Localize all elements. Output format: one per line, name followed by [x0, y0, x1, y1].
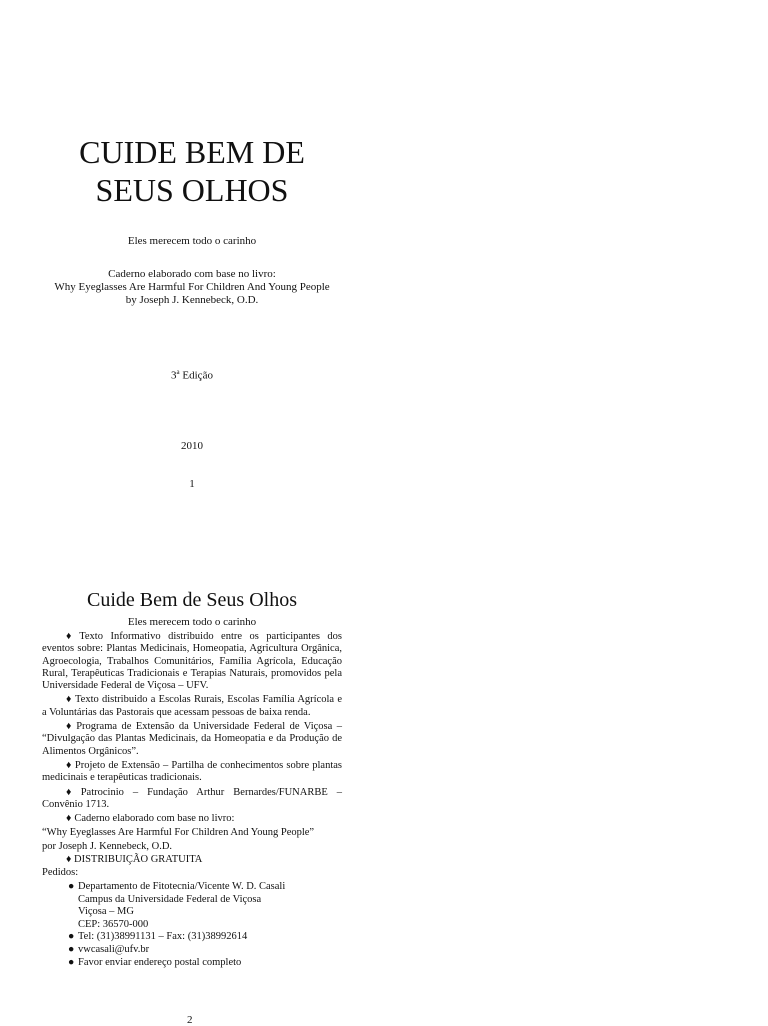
diamond-icon: ♦ [66, 631, 77, 642]
page2-body [42, 631, 342, 971]
paragraph [42, 631, 342, 692]
diamond-icon: ♦ [66, 813, 72, 825]
address-line: CEP: 36570-000 [78, 918, 149, 930]
source-note-line3: by Joseph J. Kennebeck, O.D. [125, 294, 259, 306]
paragraph-text: Patrocinio – Fundação Arthur Bernardes/FUNARBE – Convênio 1713. [42, 786, 342, 810]
diamond-icon: ♦ [66, 694, 72, 706]
paragraph-text: Texto distribuido a Escolas Rurais, Escolas Família Agrícola e a Voluntárias das Pastorais que acessam pessoas de baixa renda. [42, 694, 342, 718]
edition-label [42, 368, 342, 382]
diamond-icon: ♦ [66, 786, 78, 798]
bullet-icon: ● [68, 944, 75, 956]
list-item [42, 881, 342, 893]
edition-number: 3 [171, 369, 177, 382]
edition-word: Edição [182, 369, 213, 382]
cover-source-note [42, 268, 342, 307]
book-title: “Why Eyeglasses Are Harmful For Children And Young People” [42, 827, 315, 839]
diamond-icon: ♦ [66, 721, 74, 733]
diamond-icon: ♦ [66, 759, 72, 771]
free-distribution [42, 854, 342, 866]
paragraph-text: Programa de Extensão da Universidade Federal de Viçosa – “Divulgação das Plantas Medicinais, da Homeopatia e da Produção de Alimentos Orgânicos”. [42, 721, 343, 757]
cover-subtitle: Eles merecem todo o carinho [127, 235, 257, 247]
source-note-line1: Caderno elaborado com base no livro: [108, 268, 276, 280]
list-item [42, 957, 342, 969]
bullet-icon: ● [68, 957, 75, 969]
page2-title: Cuide Bem de Seus Olhos [87, 589, 297, 611]
bullet-icon: ● [68, 880, 75, 892]
paragraph [42, 813, 342, 825]
email-link[interactable]: vwcasali@ufv.br [78, 944, 150, 956]
orders-list [42, 881, 342, 893]
address-line: Viçosa – MG [78, 906, 134, 918]
paragraph-text: Projeto de Extensão – Partilha de conhecimentos sobre plantas medicinais e terapêuticas tradicionais. [42, 759, 342, 784]
phone-fax: Tel: (31)38991131 – Fax: (31)38992614 [78, 930, 248, 942]
page-number-1: 1 [189, 478, 195, 490]
paragraph-text: Caderno elaborado com base no livro: [74, 813, 235, 825]
book-author: por Joseph J. Kennebeck, O.D. [42, 840, 173, 852]
list-item[interactable] [42, 944, 342, 956]
list-item [42, 931, 342, 943]
orders-label: Pedidos: [42, 867, 79, 879]
page-number-2: 2 [187, 1014, 193, 1026]
paragraph [42, 721, 342, 758]
contact-list [42, 931, 342, 970]
paragraph [42, 760, 342, 785]
department: Departamento de Fitotecnia/Vicente W. D. Casali [78, 880, 286, 892]
paragraph [42, 694, 342, 719]
paragraph [42, 787, 342, 812]
free-distribution-text: DISTRIBUIÇÃO GRATUITA [73, 854, 203, 866]
bullet-icon: ● [68, 930, 75, 942]
cover-title [42, 133, 342, 209]
paragraph-text: Texto Informativo distribuido entre os participantes dos eventos sobre: Plantas Medicinais, Homeopatia, Agricultura Orgânica, Agroecologia, Trabalhos Comunitários, Família Agrícola, Educação Rural, Terapêuticas Tradicionais e Terapias Naturais, promovidos pela Universidade Federal de Viçosa – UFV. [42, 631, 343, 692]
postal-note: Favor enviar endereço postal completo [78, 957, 242, 969]
diamond-icon: ♦ [66, 854, 72, 866]
page2-subtitle: Eles merecem todo o carinho [127, 616, 257, 628]
source-note-line2: Why Eyeglasses Are Harmful For Children And Young People [54, 281, 330, 293]
edition-ordinal: a [176, 368, 180, 376]
cover-title-line2: SEUS OLHOS [95, 172, 289, 208]
year: 2010 [181, 440, 203, 452]
cover-title-line1: CUIDE BEM DE [79, 134, 305, 170]
address-line: Campus da Universidade Federal de Viçosa [78, 893, 262, 905]
